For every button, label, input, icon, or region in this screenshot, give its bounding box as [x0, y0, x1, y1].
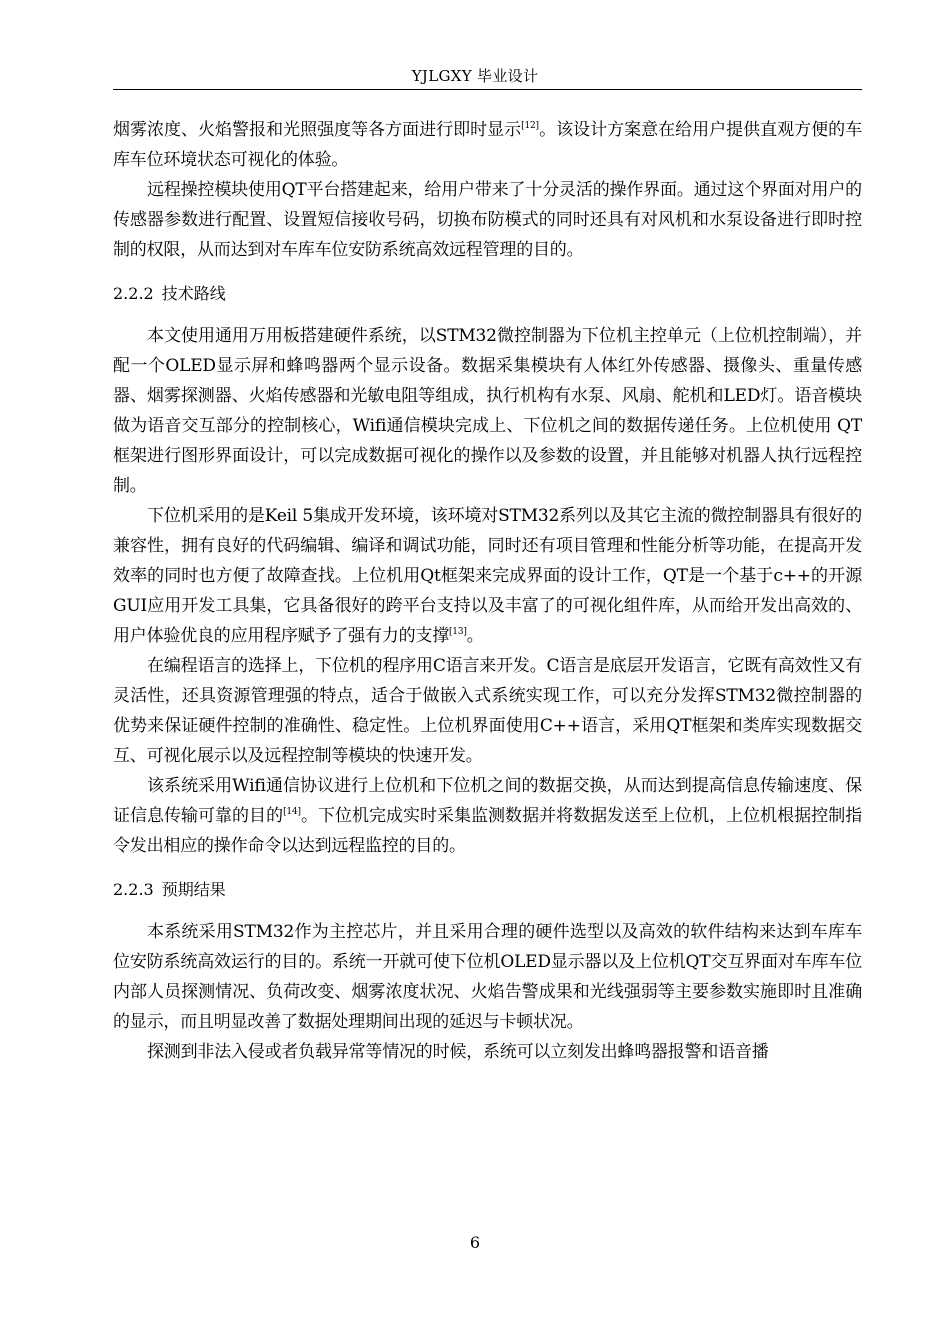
section-title: 预期结果 — [161, 880, 226, 899]
citation-ref: [12] — [521, 121, 539, 131]
running-header: YJLGXY 毕业设计 — [411, 67, 539, 85]
paragraph-text: 。 — [466, 626, 484, 646]
section-number: 2.2.3 — [113, 880, 154, 899]
paragraph — [113, 115, 862, 175]
paragraph — [113, 771, 862, 861]
page-number: 6 — [469, 1233, 481, 1252]
section-heading — [113, 279, 862, 309]
paragraph: 探测到非法入侵或者负载异常等情况的时候，系统可以立刻发出蜂鸣器报警和语音播 — [147, 1042, 769, 1062]
paragraph: 本文使用通用万用板搭建硬件系统，以STM32微控制器为下位机主控单元（上位机控制端），并配一个OLED显示屏和蜂鸣器两个显示设备。数据采集模块有人体红外传感器、摄像头、重量传感器、烟雾探测器、火焰传感器和光敏电阻等组成，执行机构有水泵、风扇、舵机和LED灯。语音模块做为语音交互部分的控制核心，Wifi通信模块完成上、下位机之间的数据传递任务。上位机使用 QT 框架进行图形界面设计，可以完成数据可视化的操作以及参数的设置，并且能够对机器人执行远程控制。 — [113, 326, 862, 496]
paragraph-text: 烟雾浓度、火焰警报和光照强度等各方面进行即时显示 — [113, 120, 522, 140]
header-rule — [113, 89, 862, 90]
section-heading — [113, 875, 862, 905]
section-title: 技术路线 — [161, 284, 226, 303]
paragraph: 远程操控模块使用QT平台搭建起来，给用户带来了十分灵活的操作界面。通过这个界面对用户的传感器参数进行配置、设置短信接收号码，切换布防模式的同时还具有对风机和水泵设备进行即时控制的权限，从而达到对车库车位安防系统高效远程管理的目的。 — [113, 180, 862, 260]
paragraph: 本系统采用STM32作为主控芯片，并且采用合理的硬件选型以及高效的软件结构来达到车库车位安防系统高效运行的目的。系统一开就可使下位机OLED显示器以及上位机QT交互界面对车库车位内部人员探测情况、负荷改变、烟雾浓度状况、火焰告警成果和光线强弱等主要参数实施即时且准确的显示，而且明显改善了数据处理期间出现的延迟与卡顿状况。 — [113, 922, 862, 1032]
paragraph-text: 下位机采用的是Keil 5集成开发环境，该环境对STM32系列以及其它主流的微控制器具有很好的兼容性，拥有良好的代码编辑、编译和调试功能，同时还有项目管理和性能分析等功能，在提高开发效率的同时也方便了故障查找。上位机用Qt框架来完成界面的设计工作，QT是一个基于c++的开源GUI应用开发工具集，它具备很好的跨平台支持以及丰富了的可视化组件库，从而给开发出高效的、用户体验优良的应用程序赋予了强有力的支撑 — [113, 506, 862, 646]
section-number: 2.2.2 — [113, 284, 154, 303]
paragraph-text: 。该设计方案意在给用户提供直观方便的车库车位环境状态可视化的体验。 — [113, 120, 862, 170]
body-text — [113, 115, 862, 1067]
paragraph — [113, 501, 862, 651]
citation-ref: [14] — [283, 807, 301, 817]
citation-ref: [13] — [449, 627, 467, 637]
paragraph-text: 。下位机完成实时采集监测数据并将数据发送至上位机，上位机根据控制指令发出相应的操作命令以达到远程监控的目的。 — [113, 806, 862, 856]
paragraph-text: 该系统采用Wifi通信协议进行上位机和下位机之间的数据交换，从而达到提高信息传输速度、保证信息传输可靠的目的 — [113, 776, 862, 826]
paragraph: 在编程语言的选择上，下位机的程序用C语言来开发。C语言是底层开发语言，它既有高效性又有灵活性，还具资源管理强的特点，适合于做嵌入式系统实现工作，可以充分发挥STM32微控制器的优势来保证硬件控制的准确性、稳定性。上位机界面使用C++语言，采用QT框架和类库实现数据交互、可视化展示以及远程控制等模块的快速开发。 — [113, 656, 862, 766]
